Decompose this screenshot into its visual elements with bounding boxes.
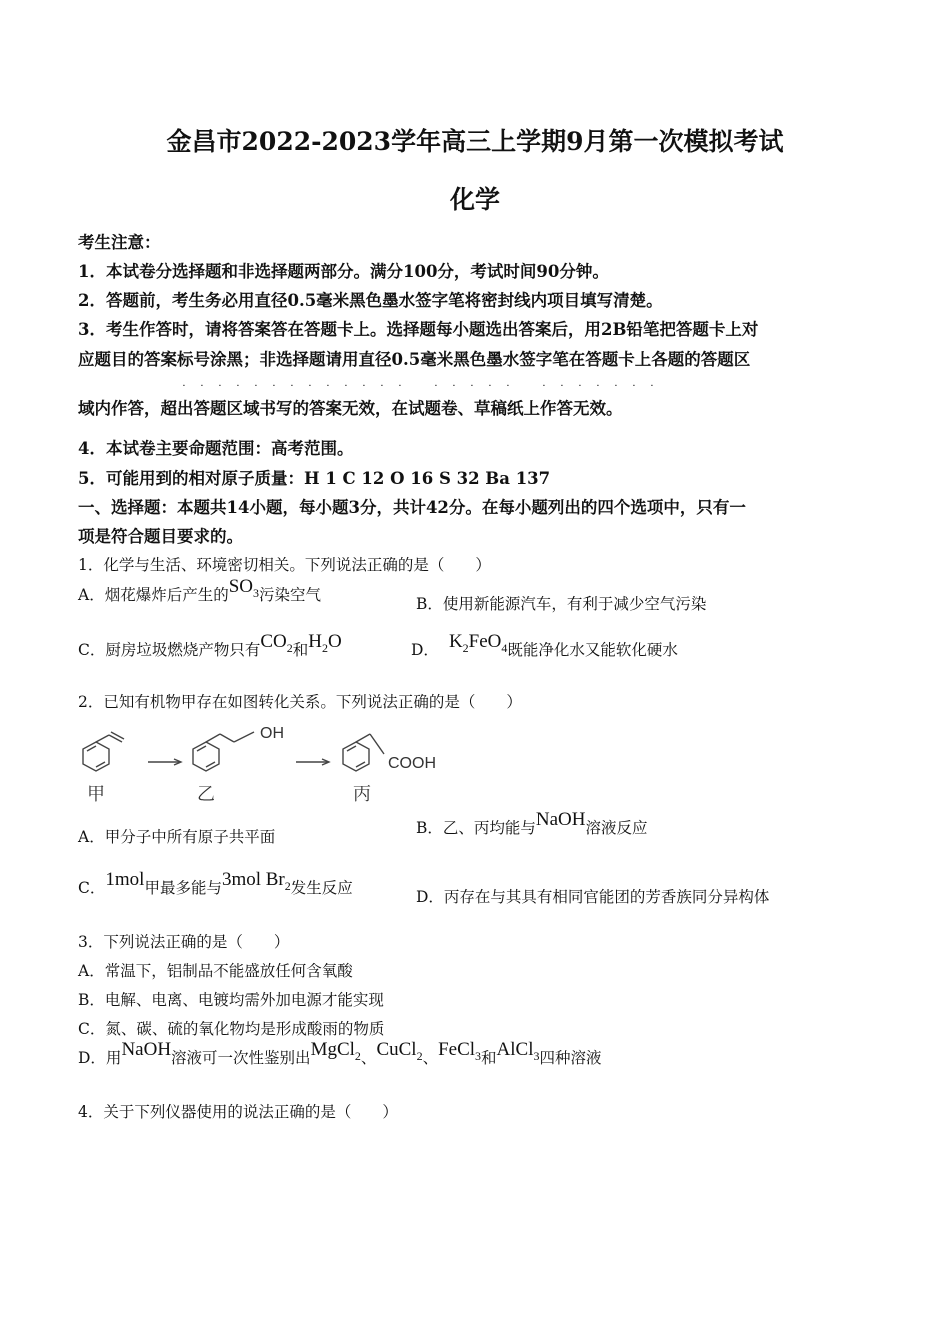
q2-option-d: D．丙存在与其具有相同官能团的芳香族同分异构体 xyxy=(416,888,770,906)
oh-label: OH xyxy=(260,725,284,742)
q2-option-c: C．1mol甲最多能与3mol $Br_2$发生反应 xyxy=(78,869,353,897)
subject-title: 化学 xyxy=(449,185,500,214)
q1-option-a: A．烟花爆炸后产生的$SO_3$污染空气 xyxy=(78,576,322,604)
notice-1: 1．本试卷分选择题和非选择题两部分。满分100分，考试时间90分钟。 xyxy=(78,262,609,281)
exam-title: 金昌市2022-2023学年高三上学期9月第一次模拟考试 xyxy=(166,127,784,156)
q1-stem: 1．化学与生活、环境密切相关。下列说法正确的是（ ） xyxy=(78,556,491,574)
label-bing: 丙 xyxy=(353,784,371,804)
q1-option-c: C．厨房垃圾燃烧产物只有$CO_2$和$H_2O$ xyxy=(78,631,342,659)
q4-stem: 4．关于下列仪器使用的说法正确的是（ ） xyxy=(78,1103,398,1121)
q1-option-d: D． $K_2FeO_4$既能净化水又能软化硬水 xyxy=(411,631,678,659)
reaction-scheme xyxy=(70,718,470,808)
q3-option-b: B．电解、电离、电镀均需外加电源才能实现 xyxy=(78,991,384,1009)
q3-option-a: A．常温下，铝制品不能盛放任何含氧酸 xyxy=(78,962,353,980)
notice-heading: 考生注意： xyxy=(78,233,161,252)
benzene-ring-yi xyxy=(193,742,219,771)
q3-option-d: D．用NaOH溶液可一次性鉴别出MgCl$_2$、CuCl$_2$、FeCl$_3$和AlCl$_3$四种溶液 xyxy=(78,1039,602,1067)
notice-2: 2．答题前，考生务必用直径0.5毫米黑色墨水签字笔将密封线内项目填写清楚。 xyxy=(78,291,663,310)
q3-stem: 3．下列说法正确的是（ ） xyxy=(78,933,290,951)
notice-4: 4．本试卷主要命题范围：高考范围。 xyxy=(78,439,354,458)
q2-stem: 2．已知有机物甲存在如图转化关系。下列说法正确的是（ ） xyxy=(78,693,522,711)
q2-option-b: B．乙、丙均能与NaOH溶液反应 xyxy=(416,809,648,837)
q2-option-a: A．甲分子中所有原子共平面 xyxy=(78,828,276,846)
emphasis-dots: · · · · · · · · · · · · · · · · · · · · · · · · · xyxy=(182,381,654,392)
notice-5: 5．可能用到的相对原子质量：H 1 C 12 O 16 S 32 Ba 137 xyxy=(78,469,551,488)
notice-3-line2: 应题目的答案标号涂黑；非选择题请用直径0.5毫米黑色墨水签字笔在答题卡上各题的答题区 xyxy=(78,350,751,369)
benzene-ring-jia xyxy=(83,742,109,771)
section1-instructions-line2: 项是符合题目要求的。 xyxy=(78,527,243,546)
q1-option-b: B．使用新能源汽车，有利于减少空气污染 xyxy=(416,595,707,613)
q3-option-c: C．氮、碳、硫的氧化物均是形成酸雨的物质 xyxy=(78,1020,385,1038)
benzene-ring-bing xyxy=(343,742,369,771)
notice-3-line3: 域内作答，超出答题区域书写的答案无效，在试题卷、草稿纸上作答无效。 xyxy=(78,399,623,418)
notice-3-line1: 3．考生作答时，请将答案答在答题卡上。选择题每小题选出答案后，用2B铅笔把答题卡上对 xyxy=(78,320,759,339)
label-yi: 乙 xyxy=(197,784,215,804)
section1-instructions-line1: 一、选择题：本题共14小题，每小题3分，共计42分。在每小题列出的四个选项中，只有一 xyxy=(78,498,746,517)
label-jia: 甲 xyxy=(87,784,105,804)
cooh-label: COOH xyxy=(388,755,436,772)
